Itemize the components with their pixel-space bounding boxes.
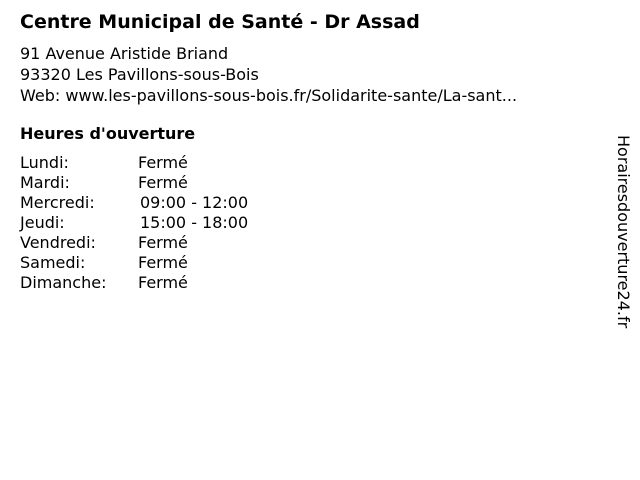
hours-value: Fermé xyxy=(138,253,188,272)
postal-city: 93320 Les Pavillons-sous-Bois xyxy=(20,65,259,84)
day-label: Mardi: xyxy=(20,173,70,192)
hours-value: Fermé xyxy=(138,233,188,252)
hours-value: Fermé xyxy=(138,153,188,172)
day-label: Mercredi: xyxy=(20,193,95,212)
hours-value: 09:00 - 12:00 xyxy=(140,193,249,212)
street-address: 91 Avenue Aristide Briand xyxy=(20,44,229,63)
site-watermark: Horairesdouverture24.fr xyxy=(614,135,633,329)
page-title: Centre Municipal de Santé - Dr Assad xyxy=(20,11,420,33)
day-label: Vendredi: xyxy=(20,233,96,252)
day-label: Jeudi: xyxy=(20,213,65,232)
opening-hours-heading: Heures d'ouverture xyxy=(20,124,196,143)
hours-value: 15:00 - 18:00 xyxy=(140,213,249,232)
hours-value: Fermé xyxy=(138,273,188,292)
hours-value: Fermé xyxy=(138,173,188,192)
day-label: Lundi: xyxy=(20,153,69,172)
website-line: Web: www.les-pavillons-sous-bois.fr/Solidarite-sante/La-sant... xyxy=(20,86,518,105)
day-label: Samedi: xyxy=(20,253,86,272)
address-block xyxy=(20,43,517,106)
day-label: Dimanche: xyxy=(20,273,107,292)
